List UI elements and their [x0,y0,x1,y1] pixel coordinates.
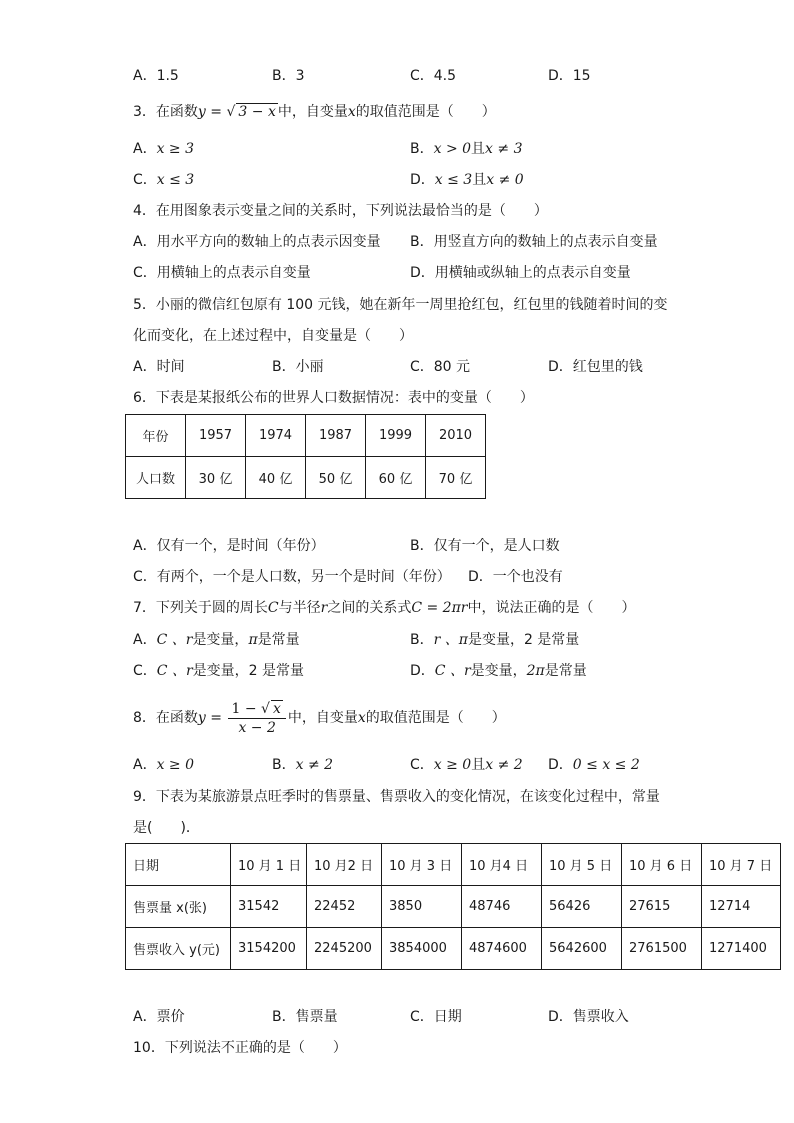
q2-option-c: C．4.5 [410,68,457,84]
q3-option-c: C．x ≤ 3 [133,172,195,188]
q3-option-d: D．x ≤ 3且x ≠ 0 [410,172,524,188]
q3-option-a: A．x ≥ 3 [133,141,195,157]
q3-option-b: B．x > 0且x ≠ 3 [410,141,523,157]
q7-stem: 7．下列关于圆的周长C与半径r之间的关系式C = 2πr中，说法正确的是（ ） [133,600,636,616]
q9-option-d: D．售票收入 [548,1009,629,1025]
q4-option-a: A．用水平方向的数轴上的点表示因变量 [133,234,381,250]
ticket-sales-table [125,843,781,970]
q5-option-c: C．80 元 [410,359,471,375]
q8-option-c: C．x ≥ 0且x ≠ 2 [410,757,523,773]
q6-option-c: C．有两个，一个是人口数，另一个是时间（年份） [133,569,451,585]
q9-stem-line2: 是( )． [133,820,200,836]
q7-option-c: C．C 、r是变量，2 是常量 [133,663,304,679]
q8-stem: 8．在函数y = $\frac{1 - √ x}{x - 2}$ 中，自变量x的取值范围是（ ） [133,700,506,736]
q5-stem-line2: 化而变化，在上述过程中，自变量是（ ） [133,328,413,344]
sqrt-sign: √ [226,104,236,120]
q5-option-b: B．小丽 [272,359,324,375]
q4-option-c: C．用横轴上的点表示自变量 [133,265,311,281]
table-row: 售票量 x(张) 31542 22452 3850 48746 56426 27615 12714 [126,886,781,928]
q7-option-b: B．r 、π是变量，2 是常量 [410,632,580,648]
q8-fraction: $\frac{1 - √ x}{x - 2}$ [228,700,285,737]
table-row: 日期 10 月 1 日 10 月2 日 10 月 3 日 10 月4 日 10 月 5 日 10 月 6 日 10 月 7 日 [126,844,781,886]
q10-stem: 10．下列说法不正确的是（ ） [133,1040,347,1056]
q4-stem: 4．在用图象表示变量之间的关系时，下列说法最恰当的是（ ） [133,203,548,219]
q8-option-b: B．x ≠ 2 [272,757,334,773]
q2-option-a: A．1.5 [133,68,179,84]
q5-stem-line1: 5．小丽的微信红包原有 100 元钱，她在新年一周里抢红包，红包里的钱随着时间的变 [133,297,668,313]
q2-option-b: B．3 [272,68,305,84]
q9-option-c: C．日期 [410,1009,462,1025]
table-row: 年份 1957 1974 1987 1999 2010 [126,415,486,457]
q6-option-b: B．仅有一个，是人口数 [410,538,560,554]
q5-option-a: A．时间 [133,359,185,375]
q2-option-d: D．15 [548,68,591,84]
q3-stem: 3．在函数y = √ 3 − x 中，自变量x的取值范围是（ ） [133,104,496,120]
q6-option-a: A．仅有一个，是时间（年份） [133,538,325,554]
q5-option-d: D．红包里的钱 [548,359,643,375]
q7-option-a: A．C 、r是变量，π是常量 [133,632,300,648]
q7-option-d: D．C 、r是变量，2π是常量 [410,663,587,679]
population-table [125,414,486,499]
q9-option-a: A．票价 [133,1009,185,1025]
q4-option-b: B．用竖直方向的数轴上的点表示自变量 [410,234,658,250]
q9-stem-line1: 9．下表为某旅游景点旺季时的售票量、售票收入的变化情况，在该变化过程中，常量 [133,789,660,805]
q8-option-a: A．x ≥ 0 [133,757,195,773]
q8-option-d: D．0 ≤ x ≤ 2 [548,757,640,773]
table-row: 人口数 30 亿 40 亿 50 亿 60 亿 70 亿 [126,457,486,499]
q6-option-d: D．一个也没有 [468,569,563,585]
q6-stem: 6．下表是某报纸公布的世界人口数据情况：表中的变量（ ） [133,390,534,406]
q3-radicand: 3 − x [238,104,276,120]
q4-option-d: D．用横轴或纵轴上的点表示自变量 [410,265,631,281]
table-row: 售票收入 y(元) 3154200 2245200 3854000 4874600 5642600 2761500 1271400 [126,928,781,970]
q9-option-b: B．售票量 [272,1009,338,1025]
